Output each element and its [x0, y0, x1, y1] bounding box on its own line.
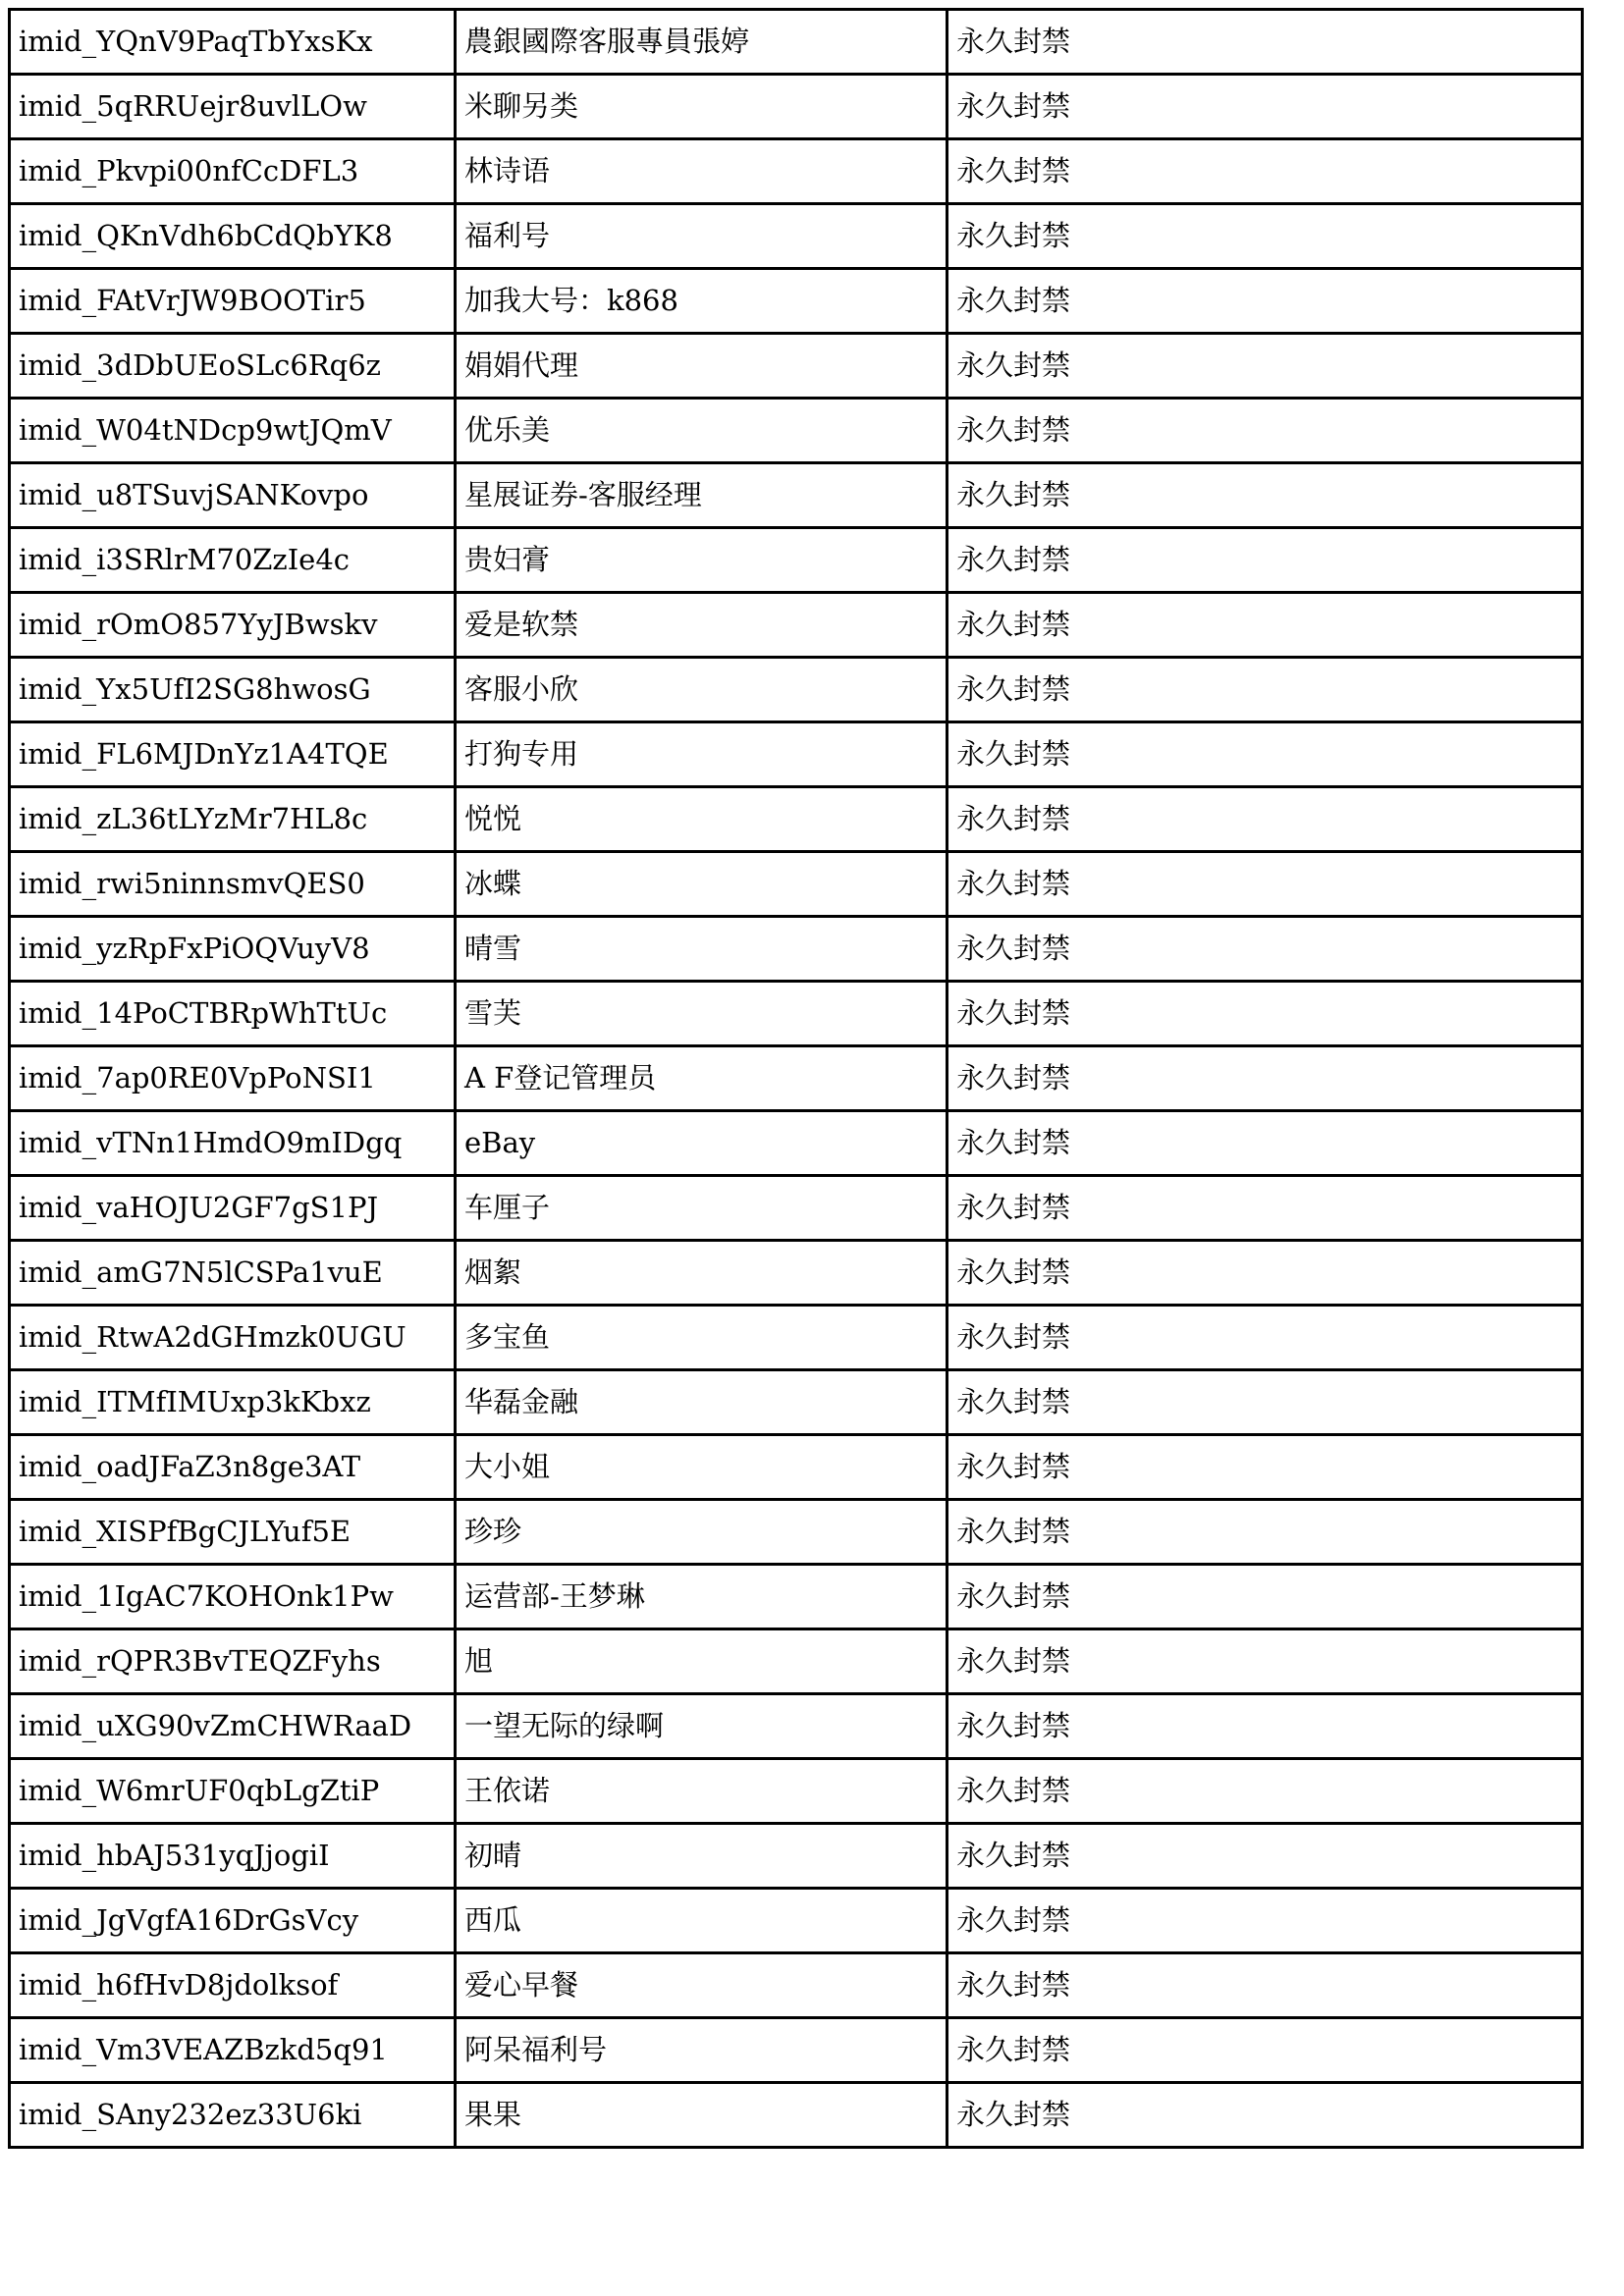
imid-cell: imid_rQPR3BvTEQZFyhs	[10, 1629, 456, 1694]
status-cell: 永久封禁	[947, 463, 1583, 528]
document-page	[8, 8, 1581, 2149]
imid-cell: imid_SAny232ez33U6ki	[10, 2083, 456, 2148]
status-cell: 永久封禁	[947, 528, 1583, 593]
imid-cell: imid_rOmO857YyJBwskv	[10, 593, 456, 658]
table-row	[10, 334, 1583, 399]
table-row	[10, 75, 1583, 139]
nickname-cell: 多宝鱼	[456, 1306, 947, 1370]
nickname-cell: 旭	[456, 1629, 947, 1694]
table-row	[10, 1176, 1583, 1241]
table-row	[10, 917, 1583, 982]
nickname-cell: 雪芙	[456, 982, 947, 1046]
nickname-cell: 林诗语	[456, 139, 947, 204]
table-row	[10, 1306, 1583, 1370]
status-cell: 永久封禁	[947, 204, 1583, 269]
status-cell: 永久封禁	[947, 1306, 1583, 1370]
nickname-cell: 华磊金融	[456, 1370, 947, 1435]
status-cell: 永久封禁	[947, 399, 1583, 463]
nickname-cell: 阿呆福利号	[456, 2018, 947, 2083]
nickname-cell: 王依诺	[456, 1759, 947, 1824]
imid-cell: imid_Vm3VEAZBzkd5q91	[10, 2018, 456, 2083]
table-row	[10, 982, 1583, 1046]
nickname-cell: 一望无际的绿啊	[456, 1694, 947, 1759]
table-row	[10, 658, 1583, 722]
status-cell: 永久封禁	[947, 1111, 1583, 1176]
status-cell: 永久封禁	[947, 139, 1583, 204]
imid-cell: imid_h6fHvD8jdolksof	[10, 1953, 456, 2018]
status-cell: 永久封禁	[947, 1046, 1583, 1111]
imid-cell: imid_Yx5UfI2SG8hwosG	[10, 658, 456, 722]
status-cell: 永久封禁	[947, 1435, 1583, 1500]
table-row	[10, 787, 1583, 852]
nickname-cell: 初晴	[456, 1824, 947, 1889]
table-row	[10, 10, 1583, 75]
imid-cell: imid_W6mrUF0qbLgZtiP	[10, 1759, 456, 1824]
status-cell: 永久封禁	[947, 1889, 1583, 1953]
status-cell: 永久封禁	[947, 75, 1583, 139]
table-row	[10, 139, 1583, 204]
imid-cell: imid_W04tNDcp9wtJQmV	[10, 399, 456, 463]
imid-cell: imid_rwi5ninnsmvQES0	[10, 852, 456, 917]
imid-cell: imid_FL6MJDnYz1A4TQE	[10, 722, 456, 787]
status-cell: 永久封禁	[947, 10, 1583, 75]
imid-cell: imid_14PoCTBRpWhTtUc	[10, 982, 456, 1046]
table-row	[10, 2083, 1583, 2148]
imid-cell: imid_Pkvpi00nfCcDFL3	[10, 139, 456, 204]
imid-cell: imid_vaHOJU2GF7gS1PJ	[10, 1176, 456, 1241]
nickname-cell: 米聊另类	[456, 75, 947, 139]
table-row	[10, 528, 1583, 593]
imid-cell: imid_zL36tLYzMr7HL8c	[10, 787, 456, 852]
table-row	[10, 852, 1583, 917]
imid-cell: imid_YQnV9PaqTbYxsKx	[10, 10, 456, 75]
nickname-cell: 大小姐	[456, 1435, 947, 1500]
imid-cell: imid_vTNn1HmdO9mIDgq	[10, 1111, 456, 1176]
status-cell: 永久封禁	[947, 722, 1583, 787]
table-row	[10, 1046, 1583, 1111]
table-row	[10, 1241, 1583, 1306]
nickname-cell: 悦悦	[456, 787, 947, 852]
status-cell: 永久封禁	[947, 1176, 1583, 1241]
table-row	[10, 1370, 1583, 1435]
imid-cell: imid_uXG90vZmCHWRaaD	[10, 1694, 456, 1759]
table-row	[10, 2018, 1583, 2083]
table-row	[10, 1500, 1583, 1565]
status-cell: 永久封禁	[947, 269, 1583, 334]
imid-cell: imid_i3SRlrM70ZzIe4c	[10, 528, 456, 593]
status-cell: 永久封禁	[947, 982, 1583, 1046]
status-cell: 永久封禁	[947, 1694, 1583, 1759]
table-row	[10, 1111, 1583, 1176]
table-row	[10, 1759, 1583, 1824]
ban-list-table	[8, 8, 1584, 2149]
ban-list-body	[10, 10, 1583, 2148]
imid-cell: imid_amG7N5lCSPa1vuE	[10, 1241, 456, 1306]
status-cell: 永久封禁	[947, 917, 1583, 982]
nickname-cell: A F登记管理员	[456, 1046, 947, 1111]
nickname-cell: 打狗专用	[456, 722, 947, 787]
nickname-cell: 娟娟代理	[456, 334, 947, 399]
nickname-cell: 烟絮	[456, 1241, 947, 1306]
imid-cell: imid_7ap0RE0VpPoNSI1	[10, 1046, 456, 1111]
table-row	[10, 269, 1583, 334]
status-cell: 永久封禁	[947, 1824, 1583, 1889]
status-cell: 永久封禁	[947, 2083, 1583, 2148]
nickname-cell: 爱心早餐	[456, 1953, 947, 2018]
imid-cell: imid_oadJFaZ3n8ge3AT	[10, 1435, 456, 1500]
nickname-cell: 加我大号：k868	[456, 269, 947, 334]
imid-cell: imid_FAtVrJW9BOOTir5	[10, 269, 456, 334]
table-row	[10, 1953, 1583, 2018]
imid-cell: imid_yzRpFxPiOQVuyV8	[10, 917, 456, 982]
imid-cell: imid_hbAJ531yqJjogiI	[10, 1824, 456, 1889]
status-cell: 永久封禁	[947, 1241, 1583, 1306]
nickname-cell: 晴雪	[456, 917, 947, 982]
status-cell: 永久封禁	[947, 1953, 1583, 2018]
nickname-cell: 车厘子	[456, 1176, 947, 1241]
nickname-cell: 福利号	[456, 204, 947, 269]
table-row	[10, 1694, 1583, 1759]
nickname-cell: 果果	[456, 2083, 947, 2148]
table-row	[10, 1565, 1583, 1629]
status-cell: 永久封禁	[947, 334, 1583, 399]
status-cell: 永久封禁	[947, 1759, 1583, 1824]
nickname-cell: 优乐美	[456, 399, 947, 463]
status-cell: 永久封禁	[947, 593, 1583, 658]
nickname-cell: 西瓜	[456, 1889, 947, 1953]
nickname-cell: 客服小欣	[456, 658, 947, 722]
status-cell: 永久封禁	[947, 2018, 1583, 2083]
nickname-cell: 星展证券-客服经理	[456, 463, 947, 528]
nickname-cell: eBay	[456, 1111, 947, 1176]
imid-cell: imid_JgVgfA16DrGsVcy	[10, 1889, 456, 1953]
table-row	[10, 1889, 1583, 1953]
table-row	[10, 1824, 1583, 1889]
table-row	[10, 1629, 1583, 1694]
imid-cell: imid_ITMfIMUxp3kKbxz	[10, 1370, 456, 1435]
imid-cell: imid_5qRRUejr8uvlLOw	[10, 75, 456, 139]
imid-cell: imid_u8TSuvjSANKovpo	[10, 463, 456, 528]
imid-cell: imid_3dDbUEoSLc6Rq6z	[10, 334, 456, 399]
table-row	[10, 399, 1583, 463]
nickname-cell: 运营部-王梦琳	[456, 1565, 947, 1629]
table-row	[10, 463, 1583, 528]
status-cell: 永久封禁	[947, 787, 1583, 852]
imid-cell: imid_RtwA2dGHmzk0UGU	[10, 1306, 456, 1370]
imid-cell: imid_QKnVdh6bCdQbYK8	[10, 204, 456, 269]
imid-cell: imid_1IgAC7KOHOnk1Pw	[10, 1565, 456, 1629]
imid-cell: imid_XISPfBgCJLYuf5E	[10, 1500, 456, 1565]
status-cell: 永久封禁	[947, 1370, 1583, 1435]
status-cell: 永久封禁	[947, 852, 1583, 917]
nickname-cell: 珍珍	[456, 1500, 947, 1565]
status-cell: 永久封禁	[947, 1500, 1583, 1565]
nickname-cell: 冰蝶	[456, 852, 947, 917]
nickname-cell: 農銀國際客服專員張婷	[456, 10, 947, 75]
table-row	[10, 722, 1583, 787]
nickname-cell: 爱是软禁	[456, 593, 947, 658]
status-cell: 永久封禁	[947, 658, 1583, 722]
nickname-cell: 贵妇膏	[456, 528, 947, 593]
status-cell: 永久封禁	[947, 1565, 1583, 1629]
table-row	[10, 593, 1583, 658]
table-row	[10, 1435, 1583, 1500]
table-row	[10, 204, 1583, 269]
status-cell: 永久封禁	[947, 1629, 1583, 1694]
